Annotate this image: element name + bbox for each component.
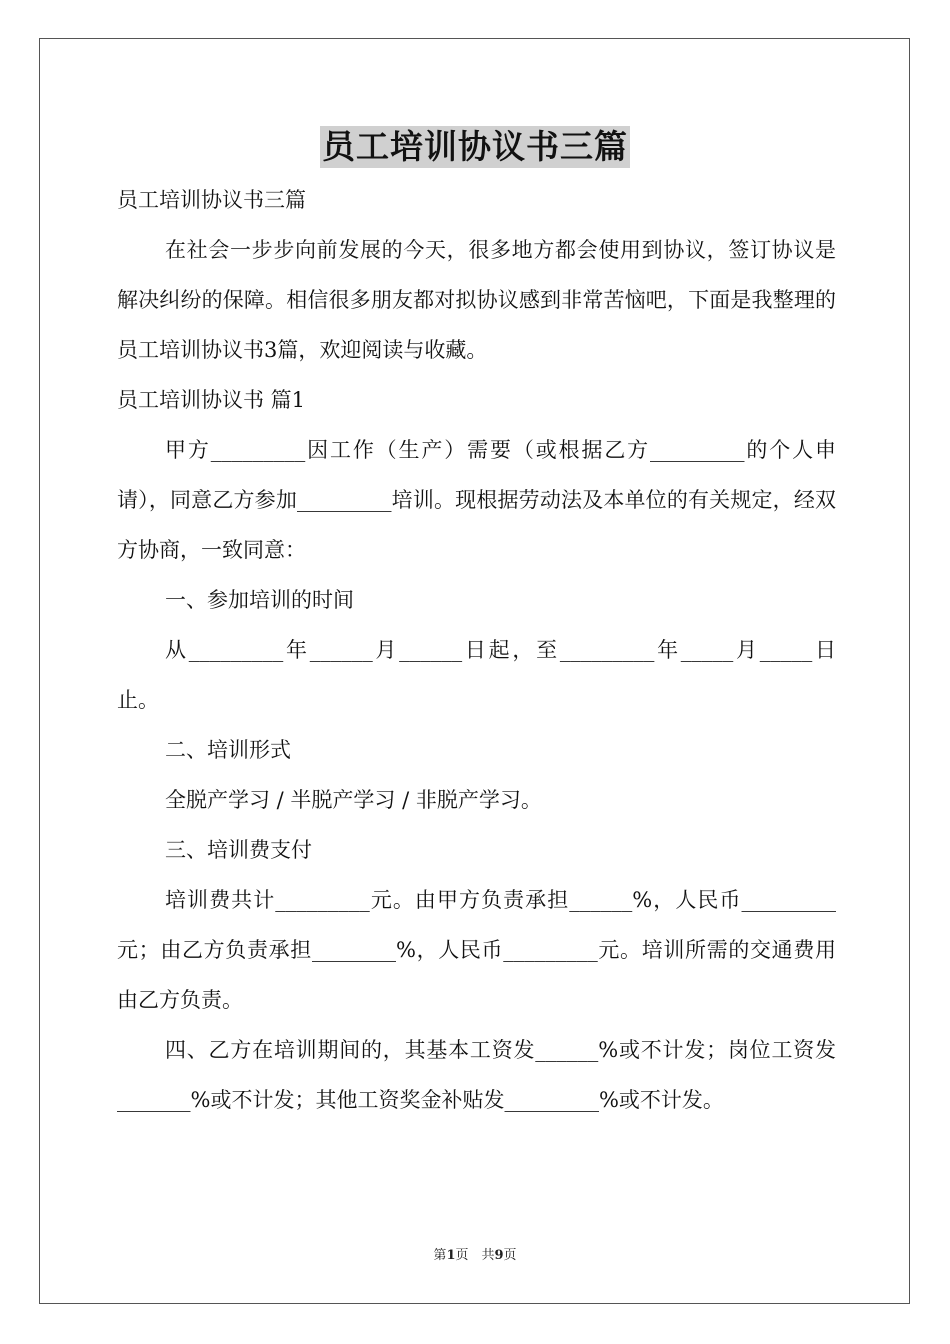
- clause-form-detail: 全脱产学习 / 半脱产学习 / 非脱产学习。: [165, 788, 542, 812]
- document-title: 员工培训协议书三篇: [322, 127, 628, 166]
- current-page-number: 1: [446, 1248, 456, 1263]
- clause-time-detail: 从_________年______月______日起，至_________年_____月_____日止。: [117, 638, 836, 712]
- intro-paragraph: 在社会一步步向前发展的今天，很多地方都会使用到协议，签订协议是解决纠纷的保障。相信很多朋友都对拟协议感到非常苦恼吧，下面是我整理的员工培训协议书3篇，欢迎阅读与收藏。: [117, 238, 836, 362]
- clause-heading-form: 二、培训形式: [165, 738, 291, 762]
- footer-mid: 页 共: [455, 1248, 495, 1263]
- clause-fee-detail: 培训费共计_________元。由甲方负责承担______%，人民币_________元；由乙方负责承担________%，人民币_________元。培训所需的交通费用由乙方负责。: [117, 888, 836, 1012]
- clause-preamble: 甲方_________因工作（生产）需要（或根据乙方_________的个人申请），同意乙方参加_________培训。现根据劳动法及本单位的有关规定，经双方协商，一致同意：: [117, 438, 836, 562]
- footer-prefix: 第: [433, 1248, 447, 1263]
- clause-salary: 四、乙方在培训期间的，其基本工资发______%或不计发；岗位工资发_______%或不计发；其他工资奖金补贴发_________%或不计发。: [117, 1038, 836, 1112]
- title-container: [0, 126, 950, 168]
- clause-heading-fee: 三、培训费支付: [165, 838, 312, 862]
- document-body: [117, 175, 836, 1125]
- footer-suffix: 页: [503, 1248, 517, 1263]
- clause-heading-time: 一、参加培训的时间: [165, 588, 354, 612]
- document-subtitle: 员工培训协议书三篇: [117, 188, 306, 212]
- total-page-number: 9: [494, 1248, 504, 1263]
- section-heading: 员工培训协议书 篇1: [117, 388, 306, 412]
- page-footer: [0, 1244, 950, 1263]
